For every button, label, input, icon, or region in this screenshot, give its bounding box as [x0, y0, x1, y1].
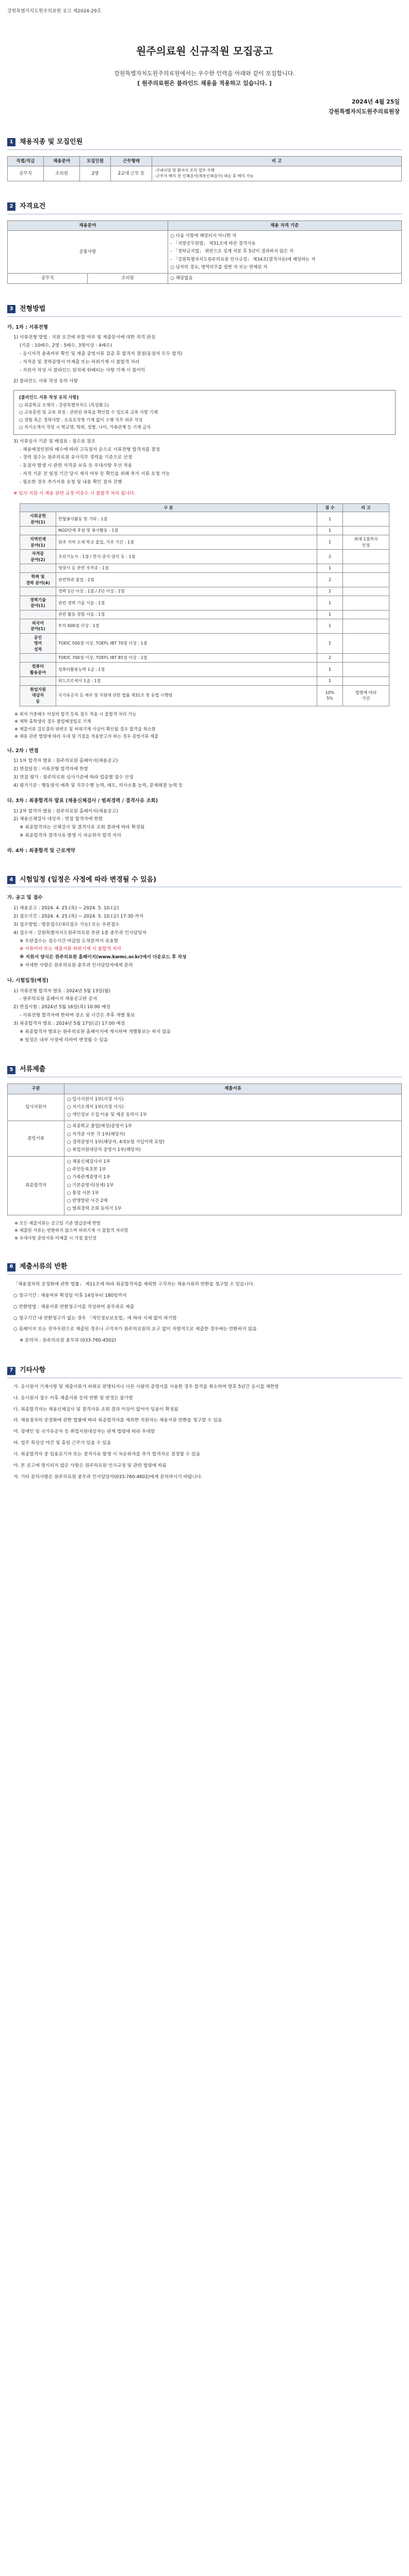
- list-item: ○ 교육훈련 및 교육 과정 : 관련된 과목을 확인할 수 있도록 교육 사항 기재: [19, 410, 158, 415]
- paragraph: 3) 면접 평가 : 원주의료원 심사기준에 따라 업종별 점수 산정: [13, 775, 134, 781]
- table-cell: [343, 619, 389, 633]
- note-item: ※ 채용 관련 법령에 따라 우대 및 가점을 적용받고자 하는 경우 증빙서류 제출: [14, 734, 159, 739]
- section-1-header: [7, 138, 402, 150]
- table-header: 근무형태: [111, 156, 152, 166]
- table-cell: 법령에 따라 가산: [343, 685, 389, 706]
- paragraph: ※ 자세한 사항은 원주의료원 총무과 인사담당자에게 문의: [20, 963, 133, 969]
- table-header: 채용분야: [8, 221, 168, 230]
- paragraph: - 자격증 및 경력증명서 미제출 또는 허위기재 시 불합격 처리: [20, 359, 140, 365]
- paragraph: ※ 지원서 양식은 원주의료원 홈페이지(www.kwmc.or.kr)에서 다운로드 후 작성: [20, 955, 187, 960]
- table-cell: [343, 550, 389, 564]
- paragraph: ○ 청구기간 내 반환청구가 없는 경우 「개인정보보호법」에 따라 지체 없이 파기함: [13, 1315, 177, 1321]
- list-item: 라. 채용절차의 공정화에 관한 법률에 따라 최종합격자를 제외한 지원자는 채용서류 반환을 청구할 수 있음: [13, 1418, 222, 1423]
- paragraph: 「채용절차의 공정화에 관한 법률」 제11조에 따라 최종합격자를 제외한 구직자는 채용서류의 반환을 청구할 수 있습니다.: [13, 1282, 255, 1287]
- table-row: [20, 677, 389, 686]
- table-cell: 워드프로세서 1급 : 1점: [56, 677, 317, 686]
- table-row: [20, 685, 389, 706]
- table-cell: [343, 633, 389, 654]
- section-number: 7: [7, 1367, 15, 1375]
- table-row: [20, 654, 389, 663]
- score-notes: [7, 710, 402, 740]
- table-header: 비 고: [152, 156, 402, 166]
- table-cell: 컴퓨터 활용분야: [20, 663, 56, 677]
- section-number: 6: [7, 1263, 15, 1272]
- paragraph: - 경력 점수는 원주의료원 유사직무 경력을 기준으로 산정: [20, 455, 133, 461]
- table-cell: 2명: [80, 166, 111, 181]
- documents-table: [7, 1083, 402, 1215]
- paragraph: 2) 접수기간 : 2024. 4. 25.(목) ~ 2024. 5. 10.(금) 17:30 까지: [13, 914, 144, 920]
- table-cell: [20, 564, 56, 573]
- table-cell: 최대 1점까지 인정: [343, 535, 389, 549]
- paragraph: 4) 접수처 : 강원특별자치도원주의료원 본관 1층 총무과 인사담당자: [13, 930, 147, 936]
- table-row: [20, 633, 389, 654]
- list-item: 바. 업무 특성상 야간 및 휴일 근무가 있을 수 있음: [13, 1440, 111, 1446]
- note-item: ※ 제출서류 검토결과 위변조 및 허위기재 사실이 확인될 경우 합격을 취소함: [14, 726, 156, 732]
- table-cell: 영양사 등 관련 자격증 : 1점: [56, 564, 317, 573]
- table-cell: 1: [317, 564, 343, 573]
- table-cell: 자격증 분야(2): [20, 550, 56, 564]
- section-title: 시험일정 (일정은 사정에 따라 변경될 수 있음): [20, 875, 157, 884]
- list-item: ○ 경험 혹은 경력사항 : 소속조직명 기재 없이 수행 직무 위주 작성: [19, 417, 143, 422]
- table-header: 직렬/직급: [8, 156, 44, 166]
- table-cell: ○ 해당없음: [168, 274, 401, 283]
- documents-notes: [7, 1219, 402, 1242]
- notice-number: 강원특별자치도원주의료원 공고 제2024-29호: [7, 9, 102, 14]
- paragraph: - 동점자 발생 시 관련 자격증 보유 등 우대사항 우선 적용: [20, 463, 133, 469]
- paragraph: ※ 최종합격자 결격사유 발생 시 차순위자 합격 처리: [20, 833, 121, 839]
- list-item: - 「강원특별자치도원주의료원 인사규정」 제34조(결격사유)에 해당하는 자: [170, 257, 316, 262]
- table-cell: ○ 입사지원서 1부(지정 서식) ○ 자기소개서 1부(지정 서식) ○ 개인정보 수집·이용 및 제공 동의서 1부: [64, 1094, 402, 1121]
- issuer: 강원특별자치도원주의료원장: [328, 108, 400, 115]
- subsection-heading: 다. 3차 : 최종합격자 발표 (채용신체검사 / 범죄경력 / 결격사유 조회): [7, 798, 158, 804]
- qualification-table: [7, 221, 402, 284]
- table-cell: 조리기능사 : 1점 / 한식·중식·양식 등 : 1점: [56, 550, 317, 564]
- table-cell: 2: [317, 587, 343, 596]
- page-title: 원주의료원 신규직원 모집공고: [136, 45, 273, 58]
- table-cell: [343, 677, 389, 686]
- score-table-body: [20, 512, 389, 706]
- warning-text: ※ 입사 지원 시 채용 관련 규정 미준수 시 불합격 처리 됩니다.: [13, 490, 136, 496]
- table-header: 구분: [8, 1084, 64, 1094]
- paragraph: - 원주의료원 홈페이지 채용공고란 공지: [20, 996, 97, 1002]
- table-cell: [343, 527, 389, 535]
- table-row: [20, 535, 389, 549]
- paragraph: 2) 면접시험 : 2024년 5월 16일(목) 10:00 예정: [13, 1005, 110, 1010]
- section-2-header: [7, 202, 402, 214]
- table-cell: 관련 활동 경험 서술 : 1점: [56, 610, 317, 619]
- table-cell: 최종합격자: [8, 1156, 64, 1215]
- list-item: 다. 최종합격자는 채용신체검사 및 결격사유 조회 결과 이상이 없어야 임용이 확정됨: [13, 1406, 178, 1412]
- table-cell: 10% 5%: [317, 685, 343, 706]
- table-cell: 1: [317, 663, 343, 677]
- subsection-heading: 나. 시험일정(예정): [7, 977, 48, 984]
- section-title: 채용직종 및 모집인원: [20, 138, 83, 146]
- list-item: - 「청탁금지법」 위반으로 징계 처분 후 5년이 경과하지 않은 자: [170, 249, 294, 255]
- section-title: 제출서류의 반환: [20, 1263, 68, 1271]
- issue-info: [7, 97, 402, 116]
- table-cell: 관련학과 졸업 : 2점: [56, 572, 317, 587]
- section-number: 5: [7, 1066, 15, 1074]
- table-cell: 토익 600점 이상 : 1점: [56, 619, 317, 633]
- table-header: 점 수: [317, 503, 343, 512]
- subsection-heading: 가. 공고 및 접수: [7, 895, 43, 901]
- subsection-heading: 가. 1차 : 서류전형: [7, 324, 48, 330]
- table-cell: 취업지원 대상자 등: [20, 685, 56, 706]
- section-3-header: [7, 304, 402, 317]
- table-cell: 증빙서류: [8, 1121, 64, 1156]
- table-cell: 공인 영어 성적: [20, 633, 56, 654]
- paragraph: 1) 서류전형 합격자 발표 : 2024년 5월 13일(월): [13, 988, 111, 994]
- paragraph: 3) 서류심사 기준 및 배점표 : 점수표 참조: [13, 438, 96, 444]
- table-cell: 헌혈봉사활동 및 기타 : 1점: [56, 512, 317, 527]
- section-number: 1: [7, 138, 15, 146]
- table-row: [20, 587, 389, 596]
- score-table: [20, 503, 389, 706]
- paragraph: 2) 채용신체검사 대상자 : 면접 합격자에 한함: [13, 817, 103, 822]
- table-cell: -구내식당 및 환자식 조리 업무 수행 -근무지 배치 전 신체검사(채용신체검사) 대응 후 배치 가능: [152, 166, 402, 181]
- list-item: 사. 최종합격자 중 임용포기자 또는 결격사유 발생 시 차순위자를 추가 합격자로 결정할 수 있음: [13, 1451, 201, 1457]
- list-item: ○ 자기소개서 작성 시 학교명, 학위, 성별, 나이, 가족관계 등 기재 금지: [19, 425, 151, 430]
- table-row: [20, 610, 389, 619]
- paragraph: - 채용예정인원의 배수에 따라 고득점자 순으로 서류전형 합격자를 결정: [20, 447, 160, 452]
- table-cell: 1: [317, 535, 343, 549]
- note-item: ※ 모든 제출서류는 공고일 기준 발급분에 한함: [14, 1220, 101, 1226]
- table-row: [8, 274, 402, 283]
- table-header: 채용분야: [44, 156, 80, 166]
- paragraph: 2) 면접일정 : 서류전형 합격자에 한함: [13, 767, 88, 772]
- qualification-common-items: [168, 230, 401, 273]
- table-row: [20, 550, 389, 564]
- paragraph: - 서류전형 합격자에 한하며 장소 및 시간은 추후 개별 통보: [20, 1013, 135, 1019]
- section-6-header: [7, 1262, 402, 1275]
- section-title: 전형방법: [20, 304, 46, 313]
- table-row: [20, 527, 389, 535]
- note-item: ※ 제출된 서류는 반환하지 않으며 허위기재 시 불합격 처리함: [14, 1228, 128, 1233]
- table-row: [20, 663, 389, 677]
- table-header: 채용 자격 기준: [168, 221, 401, 230]
- table-cell: TOEIC 700점 이상, TOEFL IBT 85점 이상 : 2점: [56, 654, 317, 663]
- paragraph: 1) 채용공고 : 2024. 4. 25.(목) ~ 2024. 5. 10.(금): [13, 906, 119, 911]
- section-number: 3: [7, 305, 15, 313]
- table-cell: 공무직: [8, 166, 44, 181]
- paragraph: 4) 평가기준 : 행동양식 예측 및 직무수행 능력, 태도, 의사소통 능력, 문제해결 능력 등: [13, 783, 183, 788]
- list-item: ○ 최종학교 소재지 : 강원특별자치도 (특성화고): [19, 402, 109, 408]
- table-cell: 1: [317, 527, 343, 535]
- table-cell: [20, 610, 56, 619]
- recruit-table: [7, 156, 402, 181]
- blind-guide-box: [13, 390, 396, 435]
- paragraph: 3) 접수방법 : 방문접수(대리접수 가능) 또는 우편접수: [13, 922, 120, 927]
- section-number: 2: [7, 202, 15, 211]
- table-cell: [343, 572, 389, 587]
- paragraph: 2) 블라인드 서류 작성 유의 사항: [13, 379, 78, 384]
- table-cell: 관련 경력 기술 서술 : 1점: [56, 596, 317, 610]
- paragraph: ※ 일정은 내부 사정에 의하여 변경될 수 있음: [20, 1037, 108, 1043]
- intro: [7, 69, 402, 88]
- table-row: [8, 1156, 402, 1215]
- table-cell: ○ 최종학교 졸업(예정)증명서 1부 ○ 자격증 사본 각 1부(해당자) ○ 경력증명서 1부(해당자, 4대보험 가입이력 포함) ○ 취업지원대상자 증명서 1부(해당자): [64, 1121, 402, 1156]
- paragraph: (기준 : 10배수, 2명 : 5배수, 3명이상 : 4배수): [20, 343, 112, 349]
- subsection-heading: 나. 2차 : 면접: [7, 748, 39, 754]
- table-cell: ○ 채용신체검사서 1부 ○ 주민등록초본 1부 ○ 가족관계증명서 1부 ○ 기본증명서(상세) 1부 ○ 통장 사본 1부 ○ 반명함판 사진 2매 ○ 범죄경력 조회 동의서 1부: [64, 1156, 402, 1215]
- table-row: [8, 1094, 402, 1121]
- paragraph: ○ 반환방법 : 채용서류 반환청구서를 작성하여 총무과로 제출: [13, 1304, 135, 1310]
- table-row: [8, 166, 402, 181]
- table-row: [20, 512, 389, 527]
- table-cell: [343, 564, 389, 573]
- table-cell: 입사지원서: [8, 1094, 64, 1121]
- list-item: 가. 응시원서 기재사항 및 제출서류가 허위로 판명되거나 다른 사람의 증명서를 사용한 경우 합격을 취소하며 향후 5년간 응시를 제한함: [13, 1384, 279, 1389]
- table-cell: 컴퓨터활용능력 1급 : 1점: [56, 663, 317, 677]
- paragraph: - 응시자격 충족여부 확인 및 제출 증빙서류 검증 후 합격자 결정(동점자 모두 합격): [20, 351, 183, 357]
- table-cell: [343, 610, 389, 619]
- paragraph: - 자격 기준 전 일정 기간 당시 재직 여부 등 확인을 위해 추가 서류 요청 가능: [20, 471, 170, 477]
- paragraph: ※ 문의처 : 원주의료원 총무과 (033-760-4502): [20, 1338, 116, 1344]
- list-item: - 「지방공무원법」 제31조에 따른 결격사유: [170, 241, 256, 247]
- list-item: 아. 본 공고에 명시되지 않은 사항은 원주의료원 인사규정 및 관련 법령에 따름: [13, 1463, 167, 1468]
- paragraph: ※ 우편접수는 접수기간 마감일 도착분까지 유효함: [20, 938, 119, 944]
- table-cell: 2교대 근무 등: [111, 166, 152, 181]
- table-cell: [20, 654, 56, 663]
- table-cell: [343, 654, 389, 663]
- table-cell: 학력 및 경력 분야(4): [20, 572, 56, 587]
- note-item: ※ 우대사항 증빙서류 미제출 시 가점 불인정: [14, 1235, 97, 1241]
- table-cell: [20, 527, 56, 535]
- table-cell: 조리원: [44, 166, 80, 181]
- table-cell: 외국어 분야(1): [20, 619, 56, 633]
- paragraph: 1) 서류전형 방법 : 지원 요건에 부합 여부 및 제출문서에 대한 적격 판정: [13, 335, 155, 341]
- table-cell: TOEIC 500점 이상, TOEFL IBT 70점 이상 : 1점: [56, 633, 317, 654]
- section-5-header: [7, 1065, 402, 1077]
- intro-line-2: [ 원주의료원은 블라인드 채용을 적용하고 있습니다. ]: [137, 79, 272, 87]
- section-title: 기타사항: [20, 1366, 46, 1375]
- table-cell: 지역인재 분야(1): [20, 535, 56, 549]
- table-cell: 경력기술 분야(1): [20, 596, 56, 610]
- table-header: 모집인원: [80, 156, 111, 166]
- table-cell: 1: [317, 596, 343, 610]
- paragraph: ○ 청구기간 : 채용여부 확정일 이후 14일부터 180일까지: [13, 1293, 127, 1298]
- table-row: [20, 572, 389, 587]
- table-header: 구 분: [20, 503, 317, 512]
- table-cell: 1: [317, 512, 343, 527]
- list-item: 마. 장애인 및 국가유공자 등 취업지원대상자는 관계 법령에 따라 우대함: [13, 1429, 155, 1435]
- paragraph: 1) 1차 합격자 발표 : 원주의료원 홈페이지(채용공고): [13, 758, 118, 764]
- table-row: [8, 230, 402, 273]
- table-row: [20, 596, 389, 610]
- paragraph: ※ 서류미비 또는 제출서류 허위기재 시 불합격 처리: [20, 946, 121, 952]
- table-cell: 1: [317, 633, 343, 654]
- table-cell: [20, 587, 56, 596]
- list-item: 자. 기타 문의사항은 원주의료원 총무과 인사담당자(033-760-4602)에게 문의하시기 바랍니다.: [13, 1474, 203, 1480]
- subsection-heading: 라. 4차 : 최종합격 및 근로계약: [7, 848, 75, 854]
- table-cell: 국가유공자 등 예우 및 지원에 관한 법률 제31조 및 동법 시행령: [56, 685, 317, 706]
- table-cell: 2: [317, 550, 343, 564]
- paragraph: 1) 2차 합격자 발표 : 원주의료원 홈페이지(채용공고): [13, 808, 118, 814]
- section-title: 서류제출: [20, 1065, 46, 1074]
- table-cell: 1: [317, 677, 343, 686]
- box-title: [블라인드 서류 작성 유의 사항]: [19, 395, 79, 400]
- section-title: 자격요건: [20, 202, 46, 210]
- table-cell: [343, 587, 389, 596]
- table-cell: [343, 512, 389, 527]
- paragraph: - 지원서 작성 시 블라인드 원칙에 위배되는 사항 기재 시 불이익: [20, 367, 145, 373]
- table-cell: 조리원: [88, 274, 168, 283]
- paragraph: - 필요한 경우 추가서류 요청 및 내용 확인 절차 진행: [20, 479, 122, 485]
- table-cell: [343, 596, 389, 610]
- table-cell: 원주 지역 소재 학교 졸업, 거주 기간 : 1점: [56, 535, 317, 549]
- misc-list: [7, 1383, 402, 1481]
- table-cell: [20, 677, 56, 686]
- table-row: [8, 1121, 402, 1156]
- table-row: [20, 564, 389, 573]
- paragraph: ○ 홈페이지 또는 전자우편으로 제출된 경우나 구직자가 원주의료원의 요구 없이 자발적으로 제출한 경우에는 반환하지 않음: [13, 1327, 257, 1332]
- table-cell: 2: [317, 654, 343, 663]
- table-cell: NGO단체 후원 및 봉사활동 : 1점: [56, 527, 317, 535]
- list-item: ○ 다음 사항에 해당되지 아니한 자: [170, 233, 237, 239]
- table-cell: 경력 1년 이상 : 1점 / 2년 이상 : 2점: [56, 587, 317, 596]
- list-item: 나. 응시원서 접수 이후 제출서류 등의 반환 및 변경은 불가함: [13, 1395, 133, 1401]
- table-cell: 2: [317, 572, 343, 587]
- table-cell: 공무직: [8, 274, 88, 283]
- section-4-header: [7, 875, 402, 888]
- table-cell: 사회공헌 분야(1): [20, 512, 56, 527]
- note-item: ※ 최저 가중배수 이상의 합격 등록 점수 적용 시 불합격 처리 가능: [14, 711, 137, 717]
- table-row: [20, 619, 389, 633]
- issue-date: 2024년 4월 25일: [351, 98, 400, 106]
- table-cell: 1: [317, 619, 343, 633]
- table-cell: [343, 663, 389, 677]
- paragraph: ※ 최종합격자는 신체검사 및 결격사유 조회 결과에 따라 확정됨: [20, 825, 145, 831]
- list-item: ○ 남자의 경우, 병역의무를 필한 자 또는 면제된 자: [170, 265, 268, 270]
- intro-line-1: 강원특별자치도원주의료원에서는 우수한 인력을 아래와 같이 모집합니다.: [114, 70, 295, 77]
- paragraph: 3) 최종합격자 발표 : 2024년 5월 17일(금) 17:00 예정: [13, 1021, 125, 1026]
- section-7-header: [7, 1366, 402, 1378]
- table-cell: 공통사항: [8, 230, 168, 273]
- note-item: ※ 재학·휴학생의 경우 졸업예정일로 기재: [14, 719, 91, 724]
- table-header: 비 고: [343, 503, 389, 512]
- table-cell: 1: [317, 610, 343, 619]
- table-header: 제출서류: [64, 1084, 402, 1094]
- section-number: 4: [7, 876, 15, 884]
- paragraph: ※ 최종합격자 발표는 원주의료원 홈페이지에 게시하며 개별통보는 하지 않음: [20, 1029, 171, 1035]
